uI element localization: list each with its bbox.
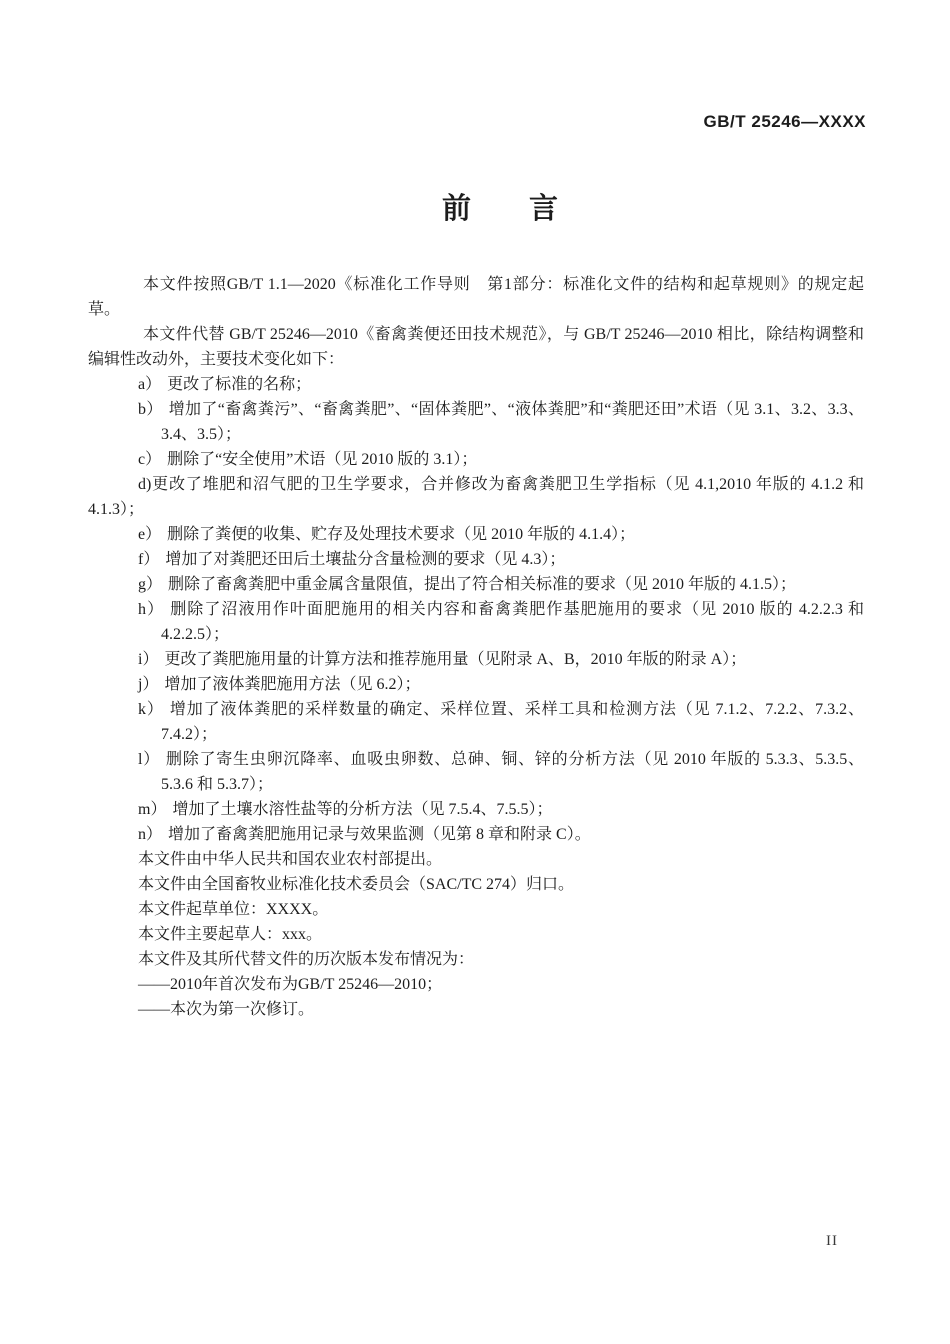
- change-list-item-j: [88, 672, 864, 697]
- closing-paragraph-drafting-org: 本文件起草单位：XXXX。: [138, 901, 329, 918]
- list-item-text: 删除了“安全使用”术语（见 2010 版的 3.1）；: [167, 451, 478, 468]
- list-item-text: 更改了堆肥和沼气肥的卫生学要求，合并修改为畜禽粪肥卫生学指标（见 4.1,2010 年版的 4.1.2 和 4.1.3）；: [88, 476, 864, 518]
- list-item-label: n）: [138, 826, 163, 843]
- list-item-label: l）: [138, 751, 160, 768]
- list-item-text: 删除了寄生虫卵沉降率、血吸虫卵数、总砷、铜、锌的分析方法（见 2010 年版的 5.3.3、5.3.5、5.3.6 和 5.3.7）；: [161, 751, 864, 793]
- change-list-item-l: [88, 747, 864, 797]
- list-item-text: 增加了畜禽粪肥施用记录与效果监测（见第 8 章和附录 C）。: [168, 826, 591, 843]
- closing-paragraph-centralized-by: 本文件由全国畜牧业标准化技术委员会（SAC/TC 274）归口。: [138, 876, 575, 893]
- list-item-text: 增加了对粪肥还田后土壤盐分含量检测的要求（见 4.3）；: [165, 551, 566, 568]
- list-item-text: 增加了“畜禽粪污”、“畜禽粪肥”、“固体粪肥”、“液体粪肥”和“粪肥还田”术语（见 3.1、3.2、3.3、3.4、3.5）；: [161, 401, 864, 443]
- closing-paragraph-drafters: 本文件主要起草人：xxx。: [138, 926, 323, 943]
- intro-paragraph: 本文件代替 GB/T 25246—2010《畜禽粪便还田技术规范》，与 GB/T 25246—2010 相比，除结构调整和编辑性改动外，主要技术变化如下：: [88, 326, 864, 368]
- list-item-label: c）: [138, 451, 162, 468]
- change-list-item-n: [88, 822, 864, 847]
- change-list-item-c: [88, 447, 864, 472]
- change-list-item-g: [88, 572, 864, 597]
- change-list-item-f: [88, 547, 864, 572]
- list-item-text: 增加了液体粪肥施用方法（见 6.2）；: [164, 676, 421, 693]
- list-item-label: j）: [138, 676, 159, 693]
- closing-paragraph-proposed-by: 本文件由中华人民共和国农业农村部提出。: [138, 851, 443, 868]
- list-item-text: 删除了粪便的收集、贮存及处理技术要求（见 2010 年版的 4.1.4）；: [167, 526, 636, 543]
- list-item-text: 删除了沼液用作叶面肥施用的相关内容和畜禽粪肥作基肥施用的要求（见 2010 版的 4.2.2.3 和 4.2.2.5）；: [161, 601, 864, 643]
- intro-paragraph: 本文件按照GB/T 1.1—2020《标准化工作导则 第1部分：标准化文件的结构和起草规则》的规定起草。: [88, 276, 864, 318]
- list-item-text: 增加了土壤水溶性盐等的分析方法（见 7.5.4、7.5.5）；: [172, 801, 553, 818]
- doc-number: GB/T 25246—XXXX: [703, 112, 866, 131]
- list-item-label: m）: [138, 801, 167, 818]
- change-list-item-e: [88, 522, 864, 547]
- change-list-item-d: [88, 472, 864, 522]
- change-list-item-m: [88, 797, 864, 822]
- list-item-label: d): [138, 476, 152, 493]
- list-item-label: a）: [138, 376, 162, 393]
- list-item-label: h）: [138, 601, 165, 618]
- foreword-content: [88, 272, 864, 1022]
- list-item-text: 更改了标准的名称；: [167, 376, 312, 393]
- closing-paragraph-history-first-issue: ——2010年首次发布为GB/T 25246—2010；: [138, 976, 443, 993]
- change-list-item-h: [88, 597, 864, 647]
- foreword-title: 前 言: [441, 193, 558, 225]
- list-item-label: e）: [138, 526, 162, 543]
- list-item-label: b）: [138, 401, 163, 418]
- change-list-item-a: [88, 372, 864, 397]
- change-list-item-b: [88, 397, 864, 447]
- list-item-label: f）: [138, 551, 160, 568]
- list-item-label: k）: [138, 701, 164, 718]
- list-item-text: 增加了液体粪肥的采样数量的确定、采样位置、采样工具和检测方法（见 7.1.2、7.2.2、7.3.2、7.4.2）；: [161, 701, 864, 743]
- list-item-label: g）: [138, 576, 163, 593]
- change-list-item-k: [88, 697, 864, 747]
- closing-paragraph-history-intro: 本文件及其所代替文件的历次版本发布情况为：: [138, 951, 475, 968]
- list-item-text: 删除了畜禽粪肥中重金属含量限值，提出了符合相关标准的要求（见 2010 年版的 4.1.5）；: [168, 576, 797, 593]
- change-list-item-i: [88, 647, 864, 672]
- list-item-text: 更改了粪肥施用量的计算方法和推荐施用量（见附录 A、B，2010 年版的附录 A）；: [164, 651, 747, 668]
- list-item-label: i）: [138, 651, 159, 668]
- page-number: II: [826, 1233, 838, 1249]
- closing-paragraph-history-revision: ——本次为第一次修订。: [138, 1001, 315, 1018]
